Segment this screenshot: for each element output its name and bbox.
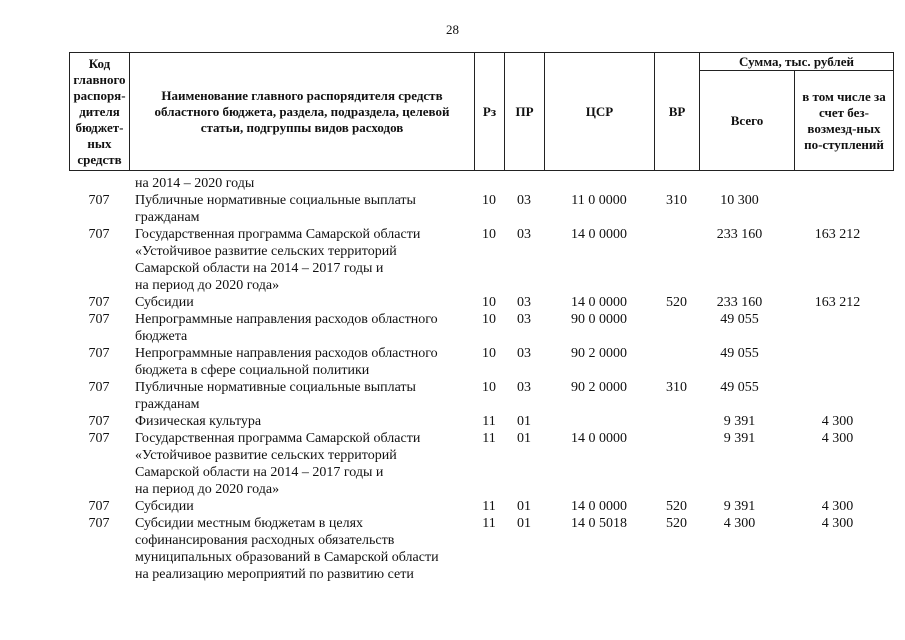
cell-pr: 01 — [517, 516, 531, 531]
cell-vr: 310 — [666, 380, 687, 395]
cell-gratis — [794, 192, 893, 226]
cell-csr — [544, 175, 654, 192]
cell-csr: 11 0 0000 — [571, 193, 627, 208]
cell-total: 4 300 — [723, 516, 756, 531]
cell-name: Публичные нормативные социальные выплаты гражданам — [135, 380, 416, 412]
cell-name: Субсидии — [135, 295, 194, 310]
cell-gratis: 163 212 — [814, 295, 861, 310]
cell-gratis — [794, 311, 893, 345]
cell-gratis: 4 300 — [821, 414, 854, 429]
header-code: Код главного распоря-дителя бюджет-ных средств — [70, 53, 130, 171]
table-row — [69, 413, 893, 430]
header-gratis: в том числе за счет без-возмезд-ных по-ступлений — [795, 71, 894, 171]
cell-vr — [654, 430, 699, 498]
cell-vr: 310 — [666, 193, 687, 208]
cell-total: 233 160 — [716, 295, 763, 310]
cell-csr: 14 0 0000 — [571, 499, 627, 514]
cell-name: Государственная программа Самарской области «Устойчивое развитие сельских территорий Самарской области на 2014 – 2017 годы и на период до 2020 года» — [135, 227, 421, 293]
cell-code — [69, 175, 129, 192]
cell-name: Непрограммные направления расходов областного бюджета — [135, 312, 438, 344]
cell-rz: 10 — [482, 346, 496, 361]
cell-code: 707 — [88, 414, 110, 429]
cell-code: 707 — [88, 295, 110, 310]
cell-name: на 2014 – 2020 годы — [135, 176, 255, 191]
cell-rz: 10 — [482, 295, 496, 310]
cell-total: 10 300 — [720, 193, 759, 208]
cell-vr — [654, 311, 699, 345]
cell-name: Субсидии местным бюджетам в целях софинансирования расходных обязательств муниципальных образований в Самарской области на реализацию мероприятий по развитию сети — [135, 516, 439, 582]
table-row — [69, 430, 893, 498]
cell-total: 49 055 — [720, 346, 759, 361]
cell-code: 707 — [88, 516, 110, 531]
table-row — [69, 175, 893, 192]
cell-code: 707 — [88, 346, 110, 361]
cell-gratis — [794, 379, 893, 413]
table-header — [69, 52, 894, 171]
header-name: Наименование главного распорядителя средств областного бюджета, раздела, подраздела, целевой статьи, подгруппы видов расходов — [130, 53, 475, 171]
cell-rz: 11 — [482, 414, 496, 429]
cell-gratis: 4 300 — [821, 516, 854, 531]
cell-name: Государственная программа Самарской области «Устойчивое развитие сельских территорий Самарской области на 2014 – 2017 годы и на период до 2020 года» — [135, 431, 421, 497]
table-row — [69, 498, 893, 515]
table-row — [69, 192, 893, 226]
cell-name: Публичные нормативные социальные выплаты гражданам — [135, 193, 416, 225]
cell-code: 707 — [88, 312, 110, 327]
cell-vr: 520 — [666, 499, 687, 514]
cell-total — [699, 175, 794, 192]
table-row — [69, 311, 893, 345]
cell-pr — [504, 175, 544, 192]
cell-vr — [654, 345, 699, 379]
cell-csr: 14 0 0000 — [571, 227, 627, 242]
cell-rz: 10 — [482, 193, 496, 208]
cell-rz: 10 — [482, 312, 496, 327]
cell-pr: 03 — [517, 227, 531, 242]
table-body — [69, 175, 893, 583]
cell-csr: 14 0 0000 — [571, 295, 627, 310]
header-vr: ВР — [655, 53, 700, 171]
table-row — [69, 345, 893, 379]
cell-name: Непрограммные направления расходов областного бюджета в сфере социальной политики — [135, 346, 438, 378]
cell-rz: 10 — [482, 380, 496, 395]
cell-total: 9 391 — [723, 414, 756, 429]
cell-code: 707 — [88, 380, 110, 395]
cell-gratis — [794, 175, 893, 192]
cell-rz: 10 — [482, 227, 496, 242]
cell-rz: 11 — [482, 499, 496, 514]
cell-gratis: 4 300 — [821, 431, 854, 446]
table-row — [69, 294, 893, 311]
cell-csr: 90 2 0000 — [571, 346, 627, 361]
cell-pr: 03 — [517, 295, 531, 310]
cell-code: 707 — [88, 431, 110, 446]
cell-gratis — [794, 345, 893, 379]
cell-total: 49 055 — [720, 380, 759, 395]
cell-code: 707 — [88, 227, 110, 242]
header-csr: ЦСР — [545, 53, 655, 171]
cell-vr: 520 — [666, 295, 687, 310]
cell-name: Физическая культура — [135, 414, 262, 429]
cell-total: 9 391 — [723, 499, 756, 514]
cell-csr: 90 2 0000 — [571, 380, 627, 395]
table-row — [69, 379, 893, 413]
cell-csr: 90 0 0000 — [571, 312, 627, 327]
table-row — [69, 515, 893, 583]
cell-pr: 01 — [517, 414, 531, 429]
cell-vr — [654, 226, 699, 294]
cell-pr: 01 — [517, 431, 531, 446]
cell-csr — [544, 413, 654, 430]
cell-pr: 03 — [517, 312, 531, 327]
cell-csr: 14 0 0000 — [571, 431, 627, 446]
header-total: Всего — [700, 71, 795, 171]
page-number: 28 — [446, 22, 459, 37]
cell-pr: 03 — [517, 193, 531, 208]
cell-gratis: 4 300 — [821, 499, 854, 514]
cell-pr: 03 — [517, 380, 531, 395]
header-rz: Рз — [475, 53, 505, 171]
cell-vr — [654, 175, 699, 192]
table-row — [69, 226, 893, 294]
header-pr: ПР — [505, 53, 545, 171]
cell-total: 49 055 — [720, 312, 759, 327]
cell-code: 707 — [88, 193, 110, 208]
cell-gratis: 163 212 — [814, 227, 861, 242]
cell-total: 9 391 — [723, 431, 756, 446]
cell-rz — [474, 175, 504, 192]
cell-total: 233 160 — [716, 227, 763, 242]
cell-pr: 01 — [517, 499, 531, 514]
cell-csr: 14 0 5018 — [571, 516, 627, 531]
header-sum: Сумма, тыс. рублей — [700, 53, 894, 71]
cell-vr — [654, 413, 699, 430]
cell-rz: 11 — [482, 516, 496, 531]
cell-rz: 11 — [482, 431, 496, 446]
cell-code: 707 — [88, 499, 110, 514]
cell-name: Субсидии — [135, 499, 194, 514]
cell-pr: 03 — [517, 346, 531, 361]
cell-vr: 520 — [666, 516, 687, 531]
